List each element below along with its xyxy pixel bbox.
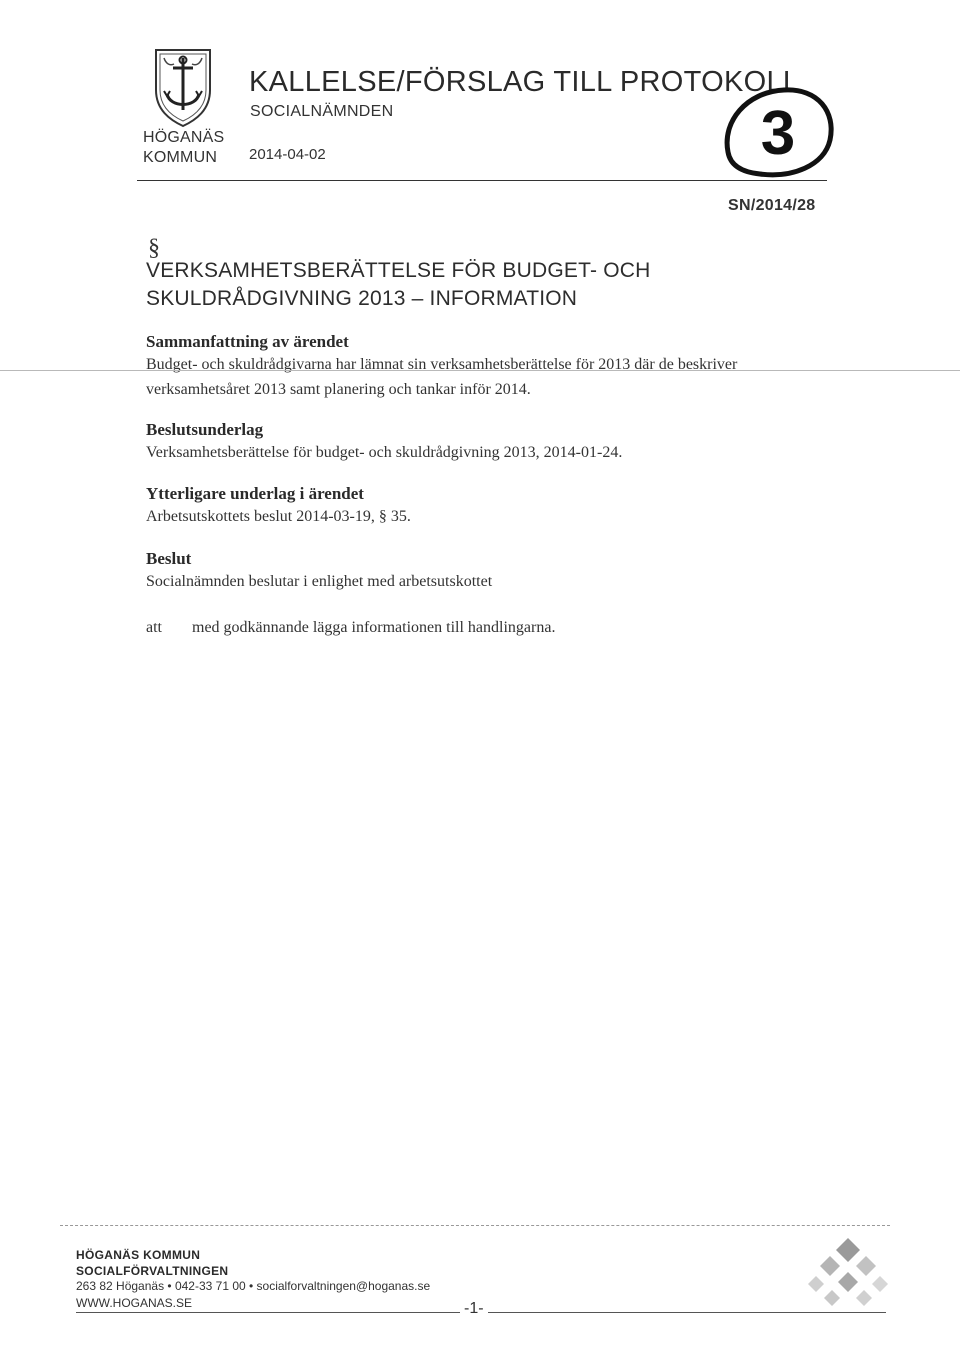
summary-text: Budget- och skuldrådgivarna har lämnat sin verksamhetsberättelse för 2013 där de beskriver verksamhetsåret 2013 samt planering och tankar inför 2014. (146, 356, 738, 398)
header-divider (137, 180, 827, 181)
document-date: 2014-04-02 (249, 146, 326, 163)
att-clause-label: att (146, 619, 162, 636)
page-number: -1- (460, 1300, 488, 1318)
case-number: SN/2014/28 (728, 197, 816, 214)
municipality-line-2: KOMMUN (143, 149, 218, 166)
footer-contact-info: 263 82 Höganäs • 042-33 71 00 • socialforvaltningen@hoganas.se (76, 1279, 431, 1293)
footer-department: SOCIALFÖRVALTNINGEN (76, 1264, 229, 1278)
section-title: VERKSAMHETSBERÄTTELSE FÖR BUDGET- OCH SKULDRÅDGIVNING 2013 – INFORMATION (146, 259, 651, 310)
document-title: KALLELSE/FÖRSLAG TILL PROTOKOLL (249, 66, 800, 98)
scan-artifact-line (0, 370, 960, 371)
stamp-number: 3 (760, 99, 796, 168)
municipality-line-1: HÖGANÄS (143, 129, 225, 146)
decision-basis-heading: Beslutsunderlag (146, 420, 264, 439)
paragraph-sign: § (148, 235, 160, 261)
hoganas-crest-logo (150, 44, 216, 128)
decision-text: Socialnämnden beslutar i enlighet med arbetsutskottet (146, 573, 493, 590)
footer-dashed-divider (60, 1225, 890, 1226)
footer-organization: HÖGANÄS KOMMUN (76, 1248, 201, 1262)
footer-website: WWW.HOGANAS.SE (76, 1296, 193, 1310)
committee-name: SOCIALNÄMNDEN (250, 103, 394, 120)
agenda-number-stamp (718, 82, 840, 182)
att-clause-text: med godkännande lägga informationen till handlingarna. (192, 619, 556, 636)
additional-basis-heading: Ytterligare underlag i ärendet (146, 484, 364, 503)
decision-heading: Beslut (146, 549, 192, 568)
decision-basis-text: Verksamhetsberättelse för budget- och skuldrådgivning 2013, 2014-01-24. (146, 444, 623, 461)
municipality-name (143, 128, 243, 168)
summary-heading: Sammanfattning av ärendet (146, 332, 349, 351)
additional-basis-text: Arbetsutskottets beslut 2014-03-19, § 35. (146, 508, 411, 525)
diamond-pattern-logo (806, 1232, 890, 1312)
